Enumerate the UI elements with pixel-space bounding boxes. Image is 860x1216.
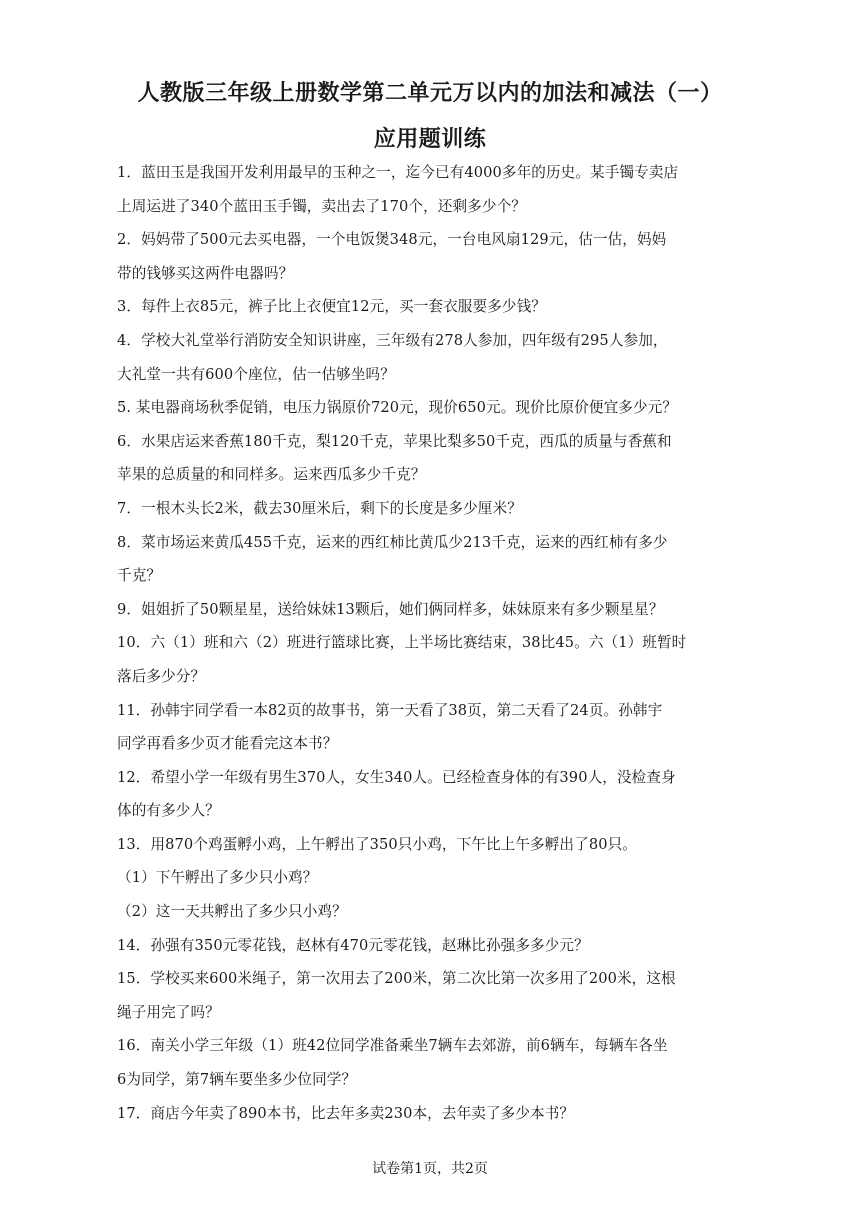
question-text-line: 体的有多少人？	[117, 802, 220, 820]
question-text-line: 4．学校大礼堂举行消防安全知识讲座，三年级有278人参加，四年级有295人参加，	[117, 331, 668, 349]
question-text-line: 7．一根木头长2米，截去30厘米后，剩下的长度是多少厘米？	[117, 499, 522, 517]
question-list	[117, 156, 721, 1130]
question-text-line: （2）这一天共孵出了多少只小鸡？	[117, 903, 347, 921]
question-text-line: 13．用870个鸡蛋孵小鸡，上午孵出了350只小鸡，下午比上午多孵出了80只。	[117, 835, 637, 853]
document-title: 人教版三年级上册数学第二单元万以内的加法和减法（一）	[137, 81, 723, 106]
question-text-line: 11．孙韩宇同学看一本82页的故事书，第一天看了38页，第二天看了24页。孙韩宇	[117, 701, 663, 719]
question-text-line: 绳子用完了吗？	[117, 1003, 220, 1021]
question-text-line: 16．南关小学三年级（1）班42位同学准备乘坐7辆车去郊游，前6辆车，每辆车各坐	[117, 1037, 668, 1055]
question-text-line: 9．姐姐折了50颗星星，送给妹妹13颗后，她们俩同样多，妹妹原来有多少颗星星？	[117, 600, 664, 618]
question-text-line: 上周运进了340个蓝田玉手镯，卖出去了170个，还剩多少个？	[117, 197, 526, 215]
question-text-line: 落后多少分？	[117, 667, 206, 685]
page-footer: 试卷第1页，共2页	[372, 1161, 488, 1177]
question-text-line: 12．希望小学一年级有男生370人，女生340人。已经检查身体的有390人，没检查身	[117, 768, 676, 786]
question-text-line: 千克？	[117, 567, 162, 585]
question-text-line: 6为同学，第7辆车要坐多少位同学？	[117, 1071, 357, 1089]
question-text-line: 大礼堂一共有600个座位，估一估够坐吗？	[117, 365, 395, 383]
question-text-line: 10．六（1）班和六（2）班进行篮球比赛，上半场比赛结束，38比45。六（1）班暂时	[117, 634, 687, 652]
question-text-line: 同学再看多少页才能看完这本书？	[117, 735, 338, 753]
question-text-line: 14．孙强有350元零花钱，赵林有470元零花钱，赵琳比孙强多多少元？	[117, 936, 589, 954]
question-text-line: 15．学校买来600米绳子，第一次用去了200米，第二次比第一次多用了200米，这根	[117, 970, 676, 988]
question-text-line: 17．商店今年卖了890本书，比去年多卖230本，去年卖了多少本书？	[117, 1104, 575, 1122]
document-subtitle: 应用题训练	[373, 127, 487, 152]
question-text-line: （1）下午孵出了多少只小鸡？	[117, 869, 318, 887]
question-text-line: 1．蓝田玉是我国开发利用最早的玉种之一，迄今已有4000多年的历史。某手镯专卖店	[117, 164, 679, 181]
question-text-line: 6．水果店运来香蕉180千克，梨120千克，苹果比梨多50千克，西瓜的质量与香蕉和	[117, 432, 672, 450]
question-text-line: 5. 某电器商场秋季促销，电压力锅原价720元，现价650元。现价比原价便宜多少元？	[117, 399, 678, 417]
question-text-line: 3．每件上衣85元，裤子比上衣便宜12元，买一套衣服要多少钱？	[117, 298, 546, 316]
question-text-line: 2．妈妈带了500元去买电器，一个电饭煲348元，一台电风扇129元，估一估，妈妈	[117, 231, 667, 249]
question-text-line: 苹果的总质量的和同样多。运来西瓜多少千克？	[117, 466, 426, 484]
question-text-line: 带的钱够买这两件电器吗？	[117, 264, 294, 282]
question-text-line: 8．菜市场运来黄瓜455千克，运来的西红柿比黄瓜少213千克，运来的西红柿有多少	[117, 533, 668, 551]
